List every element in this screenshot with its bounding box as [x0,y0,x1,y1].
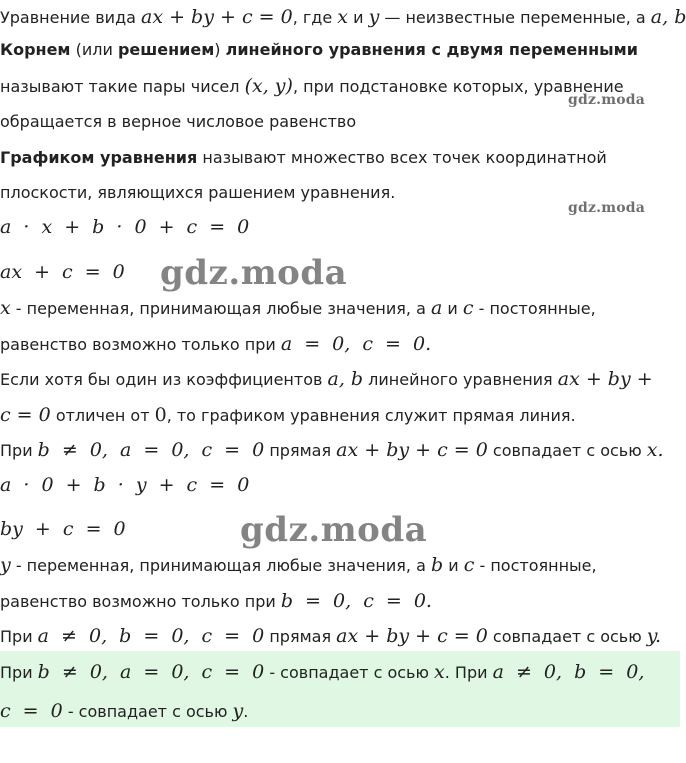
text: Если хотя бы один из коэффициентов [0,370,328,389]
text: - совпадает с осью [264,663,435,682]
line-straight-line [0,404,576,427]
text: совпадает с осью [487,441,647,460]
line-coefficients [0,368,653,391]
formula: x [0,297,11,319]
line-answer-1 [0,661,644,684]
line-x-variable [0,297,596,320]
text: При [0,441,38,460]
line-definition [0,6,686,29]
formula: (x, y) [244,75,293,97]
bold-term: решением [117,40,215,59]
text: - постоянные, [473,299,596,318]
line-pairs [0,75,624,98]
text: линейного уравнения [363,370,558,389]
text: равенство возможно только при [0,335,281,354]
text: и [442,299,463,318]
line-equality-possible-2 [0,590,432,613]
text: При [0,663,38,682]
text: плоскости, являющихся рашением уравнения. [0,183,396,202]
formula: b ≠ 0, a = 0, c = 0 [37,661,265,683]
text: и [443,556,464,575]
formula: ax + c = 0 [0,261,125,283]
text: и [347,8,369,27]
bold-term: Корнем [0,40,71,59]
formula: a ≠ 0, b = 0, c = 0 [37,625,265,647]
text: , то графиком уравнения служит прямая линия. [166,406,576,425]
line-eq-ax-c [0,261,125,284]
formula: x. [646,439,664,461]
formula: b ≠ 0, a = 0, c = 0 [37,439,265,461]
formula: ax + by + [557,368,653,390]
formula: a, b [650,6,686,28]
watermark-large: gdz.moda [160,253,348,293]
formula: c [462,297,474,319]
line-answer-2 [0,700,248,723]
text: прямая [264,441,337,460]
formula: a ≠ 0, b = 0, [492,661,645,683]
formula: 0 [154,404,167,426]
formula: a = 0, c = 0. [280,333,432,355]
text: называют множество всех точек координатной [197,148,607,167]
bold-term: линейного уравнения с двумя переменными [225,40,638,59]
text: равенство возможно только при [0,592,281,611]
line-equality-possible-1 [0,333,431,356]
formula: y [0,554,11,576]
text: (или [70,40,118,59]
formula: b [430,554,444,576]
text: , при подстановке которых, уравнение [292,77,624,96]
text: - переменная, принимающая любые значения, а [10,299,431,318]
text: - постоянные, [474,556,597,575]
formula: y. [646,625,662,647]
formula: y [232,700,244,722]
formula: x [434,661,445,683]
formula: a · x + b · 0 + c = 0 [0,216,250,238]
line-case-x-axis [0,439,664,462]
formula: c = 0 [0,404,51,426]
formula: y [368,6,380,28]
watermark-large: gdz.moda [240,510,428,550]
text: Уравнение вида [0,8,142,27]
line-graph-definition [0,147,607,169]
line-eq-substitution-x [0,216,249,239]
bold-term: Графиком уравнения [0,148,198,167]
formula: b = 0, c = 0. [280,590,432,612]
text: . При [444,663,493,682]
text: совпадает с осью [487,627,647,646]
formula: ax + by + c = 0 [141,6,293,28]
watermark-small: gdz.moda [568,200,646,216]
line-y-variable [0,554,597,577]
formula: ax + by + c = 0 [336,625,488,647]
text: - переменная, принимающая любые значения, а [10,556,431,575]
formula: x [337,6,348,28]
line-eq-by-c [0,518,126,541]
text: ) [214,40,226,59]
formula: a · 0 + b · y + c = 0 [0,474,250,496]
line-plane [0,182,395,204]
line-root-definition [0,39,638,61]
text: - совпадает с осью [62,702,233,721]
text: . [243,702,249,721]
line-true-equality [0,111,356,133]
formula: c = 0 [0,700,63,722]
text: отличен от [50,406,155,425]
line-eq-substitution-y [0,474,249,497]
formula: ax + by + c = 0 [336,439,488,461]
formula: c [463,554,475,576]
text: , где [292,8,338,27]
text: называют такие пары чисел [0,77,245,96]
text: прямая [264,627,337,646]
text: — неизвестные переменные, а [379,8,651,27]
text: обращается в верное числовое равенство [0,112,357,131]
text: При [0,627,38,646]
watermark-small: gdz.moda [568,92,646,108]
formula: a, b [327,368,364,390]
formula: by + c = 0 [0,518,126,540]
formula: a [430,297,443,319]
line-case-y-axis [0,625,661,648]
